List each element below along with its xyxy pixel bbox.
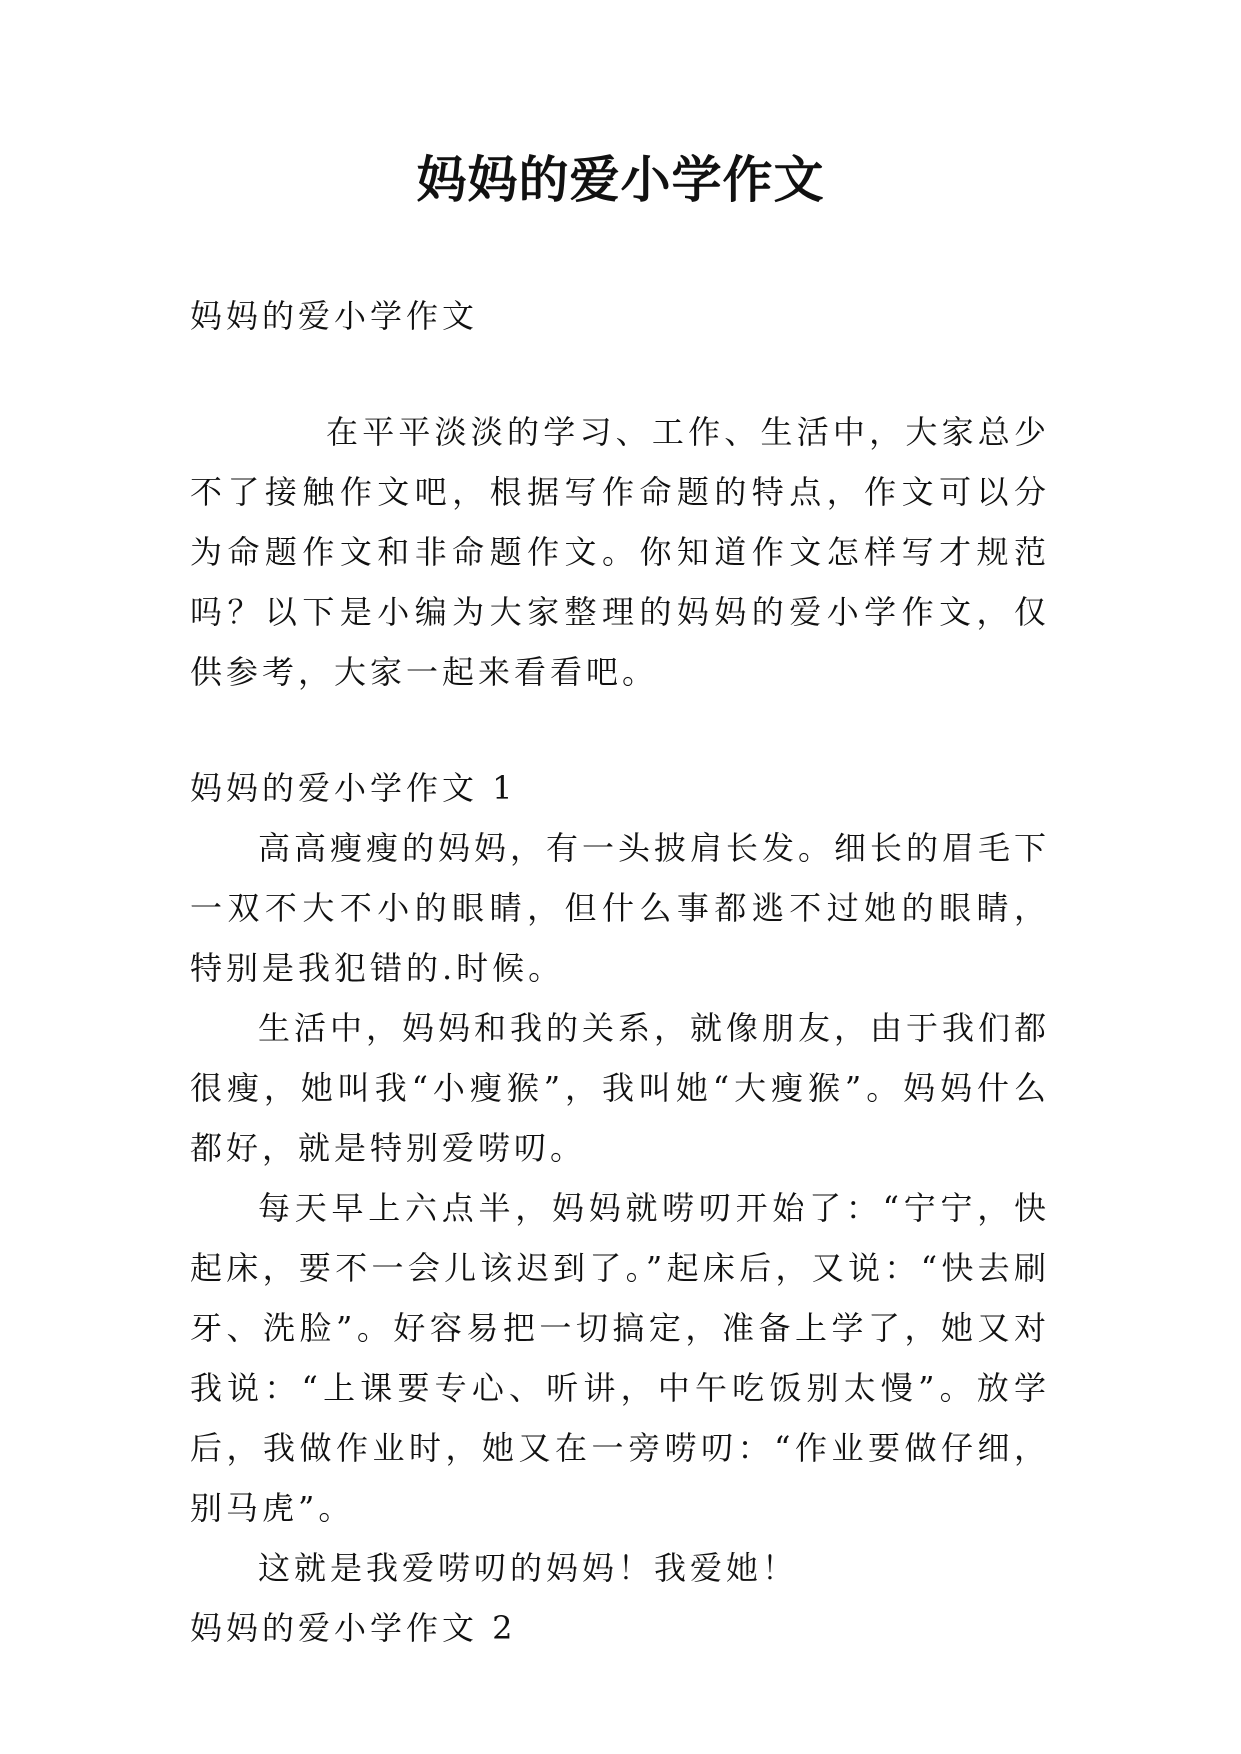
document-title: 妈妈的爱小学作文 bbox=[416, 150, 825, 209]
section-1-paragraph-3: 每天早上六点半，妈妈就唠叨开始了：“宁宁，快起床，要不一会儿该迟到了。”起床后，又说：“快去刷牙、洗脸”。好容易把一切搞定，准备上学了，她又对我说：“上课要专心、听讲，中午吃饭别太慢”。放学后，我做作业时，她又在一旁唠叨：“作业要做仔细，别马虎”。 bbox=[190, 1189, 1050, 1527]
section-heading-2: 妈妈的爱小学作文 2 bbox=[190, 1609, 517, 1647]
section-heading-1: 妈妈的爱小学作文 1 bbox=[190, 769, 517, 807]
document-subtitle: 妈妈的爱小学作文 bbox=[190, 297, 479, 335]
section-1-paragraph-1: 高高瘦瘦的妈妈，有一头披肩长发。细长的眉毛下一双不大不小的眼睛，但什么事都逃不过她的眼睛，特别是我犯错的.时候。 bbox=[190, 829, 1051, 987]
section-1-paragraph-2: 生活中，妈妈和我的关系，就像朋友，由于我们都很瘦，她叫我“小瘦猴”，我叫她“大瘦猴”。妈妈什么都好，就是特别爱唠叨。 bbox=[190, 1009, 1051, 1167]
document-body bbox=[190, 286, 1050, 1658]
section-1-paragraph-4: 这就是我爱唠叨的妈妈！我爱她！ bbox=[258, 1549, 799, 1587]
intro-paragraph: 在平平淡淡的学习、工作、生活中，大家总少不了接触作文吧，根据写作命题的特点，作文可以分为命题作文和非命题作文。你知道作文怎样写才规范吗？以下是小编为大家整理的妈妈的爱小学作文，仅供参考，大家一起来看看吧。 bbox=[190, 413, 1050, 691]
